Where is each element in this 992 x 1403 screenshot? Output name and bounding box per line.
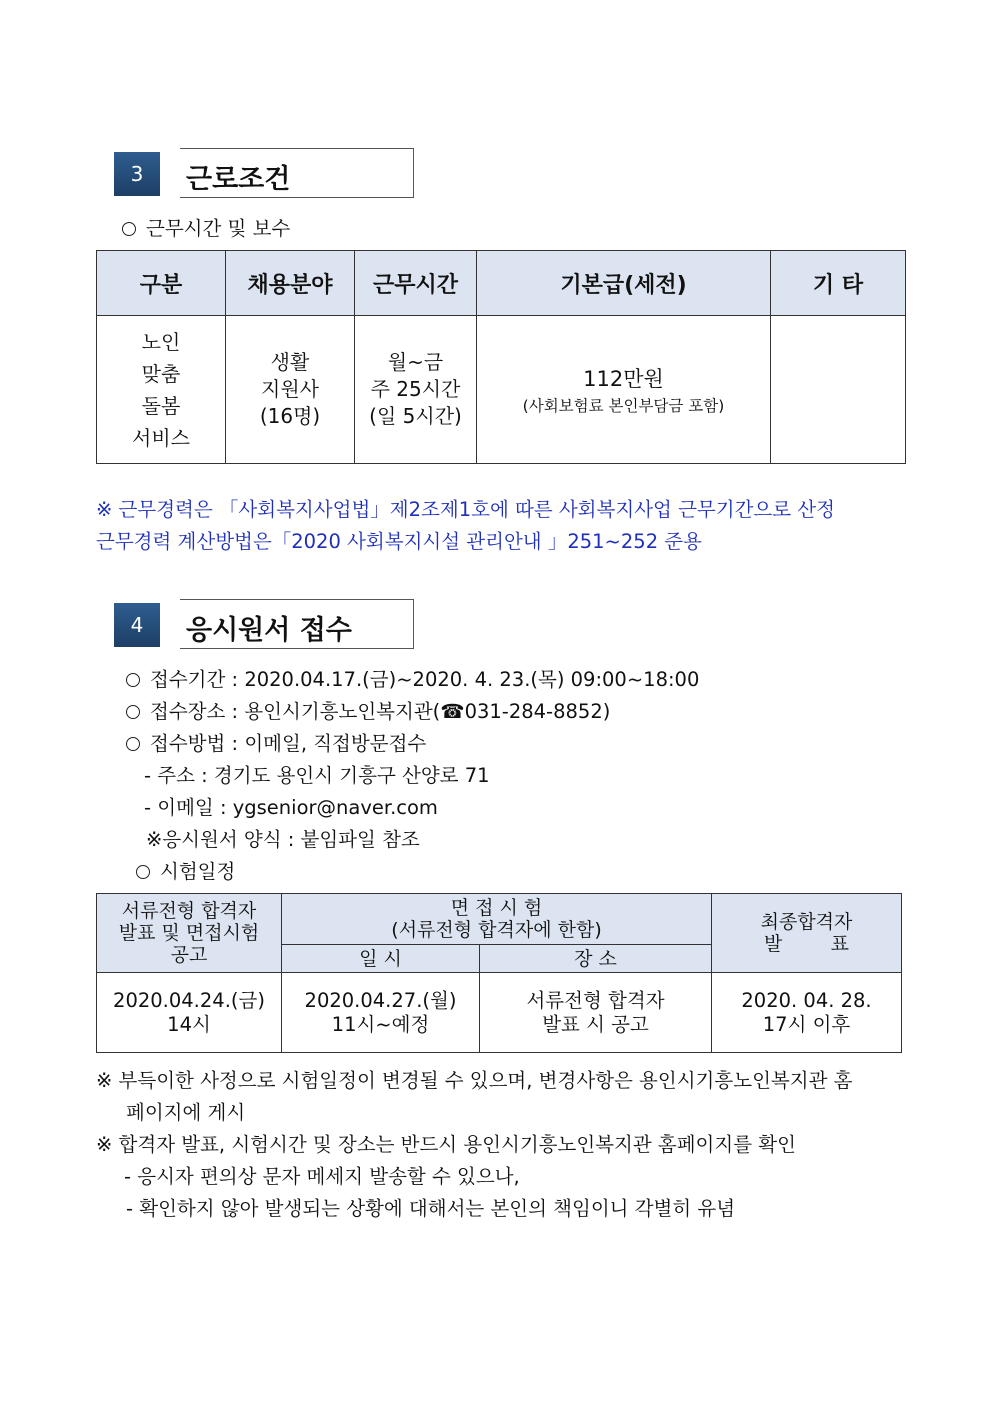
salary-note: (사회보험료 본인부담금 포함) [522,396,725,415]
cell-field [226,316,355,464]
header-date: 일 시 [282,945,480,973]
category-line: 맞춤 [141,361,181,386]
header-line: 공고 [170,944,208,966]
cell-doc-announcement [97,973,282,1053]
item-text: 접수장소 : 용인시기흥노인복지관(☎031-284-8852) [150,700,611,723]
address-line: - 주소 : 경기도 용인시 기흥구 산양로 71 [144,764,490,787]
career-note-2: 근무경력 계산방법은「2020 사회복지시설 관리안내 」251~252 준용 [96,530,702,553]
item-text: 접수방법 : 이메일, 직접방문접수 [150,732,427,755]
circle-bullet-icon [126,705,140,719]
cell-interview-place [480,973,712,1053]
cell-etc [771,316,906,464]
header-final [712,894,902,973]
value-line: 발표 시 공고 [542,1012,649,1036]
cell-hours [355,316,477,464]
header-etc: 기 타 [771,251,906,316]
item-place [126,696,610,724]
exam-schedule-table [96,893,902,1053]
schedule-label [136,856,235,884]
header-line: (서류전형 합격자에 한함) [391,919,602,941]
cell-salary [477,316,771,464]
hours-line: 주 25시간 [370,377,461,401]
item-text: 접수기간 : 2020.04.17.(금)~2020. 4. 23.(목) 09:00~18:00 [150,668,700,691]
header-line: 발 표 [764,933,850,955]
header-salary: 기본급(세전) [477,251,771,316]
section-title-box [180,148,414,198]
header-interview [282,894,712,945]
cell-category [97,316,226,464]
section-title: 응시원서 접수 [186,615,352,646]
subheading-text: 근무시간 및 보수 [146,217,291,240]
form-note: ※응시원서 양식 : 붙임파일 참조 [146,828,420,851]
cell-interview-date [282,973,480,1053]
subheading-work-hours [122,213,290,241]
field-line: 지원사 [261,377,319,401]
value-line: 2020. 04. 28. [741,988,872,1012]
header-line: 최종합격자 [760,911,853,933]
header-hours: 근무시간 [355,251,477,316]
section-4-header [114,599,416,651]
salary-value: 112만원 [583,366,664,391]
note-sms: - 응시자 편의상 문자 메세지 발송할 수 있으나, [124,1165,520,1188]
header-line: 발표 및 면접시험 [118,922,260,944]
header-field: 채용분야 [226,251,355,316]
section-number: 3 [114,152,160,196]
circle-bullet-icon [126,737,140,751]
category-line: 서비스 [132,425,190,450]
circle-bullet-icon [136,865,150,879]
header-line: 서류전형 합격자 [121,900,257,922]
note-schedule-change-cont: 페이지에 게시 [126,1101,246,1124]
header-doc-announcement [97,894,282,973]
value-line: 2020.04.27.(월) [304,988,457,1012]
circle-bullet-icon [126,673,140,687]
note-homepage-check: ※ 합격자 발표, 시험시간 및 장소는 반드시 용인시기흥노인복지관 홈페이지를 확인 [96,1133,796,1156]
value-line: 14시 [167,1012,211,1036]
header-place: 장 소 [480,945,712,973]
career-note-1: ※ 근무경력은 「사회복지사업법」제2조제1호에 따른 사회복지사업 근무기간으로 산정 [96,498,835,521]
category-line: 돌봄 [141,393,181,418]
field-line: (16명) [259,404,321,428]
value-line: 11시~예정 [331,1012,430,1036]
section-3-header [114,148,416,200]
header-line: 면 접 시 험 [450,897,543,919]
schedule-label-text: 시험일정 [160,860,236,883]
category-line: 노인 [141,329,181,354]
section-title: 근로조건 [186,164,291,195]
hours-line: (일 5시간) [369,404,462,428]
section-title-box [180,599,414,649]
email-line: - 이메일 : ygsenior@naver.com [144,796,438,819]
section-number: 4 [114,603,160,647]
hours-line: 월~금 [387,350,444,374]
note-schedule-change: ※ 부득이한 사정으로 시험일정이 변경될 수 있으며, 변경사항은 용인시기흥노인복지관 홈 [96,1069,853,1092]
value-line: 서류전형 합격자 [526,988,665,1012]
work-conditions-table [96,250,906,464]
field-line: 생활 [270,350,310,374]
value-line: 2020.04.24.(금) [113,988,265,1012]
item-period [126,664,699,692]
cell-final [712,973,902,1053]
item-method [126,728,426,756]
value-line: 17시 이후 [762,1012,851,1036]
header-category: 구분 [97,251,226,316]
circle-bullet-icon [122,222,136,236]
note-responsibility: - 확인하지 않아 발생되는 상황에 대해서는 본인의 책임이니 각별히 유념 [126,1197,736,1220]
